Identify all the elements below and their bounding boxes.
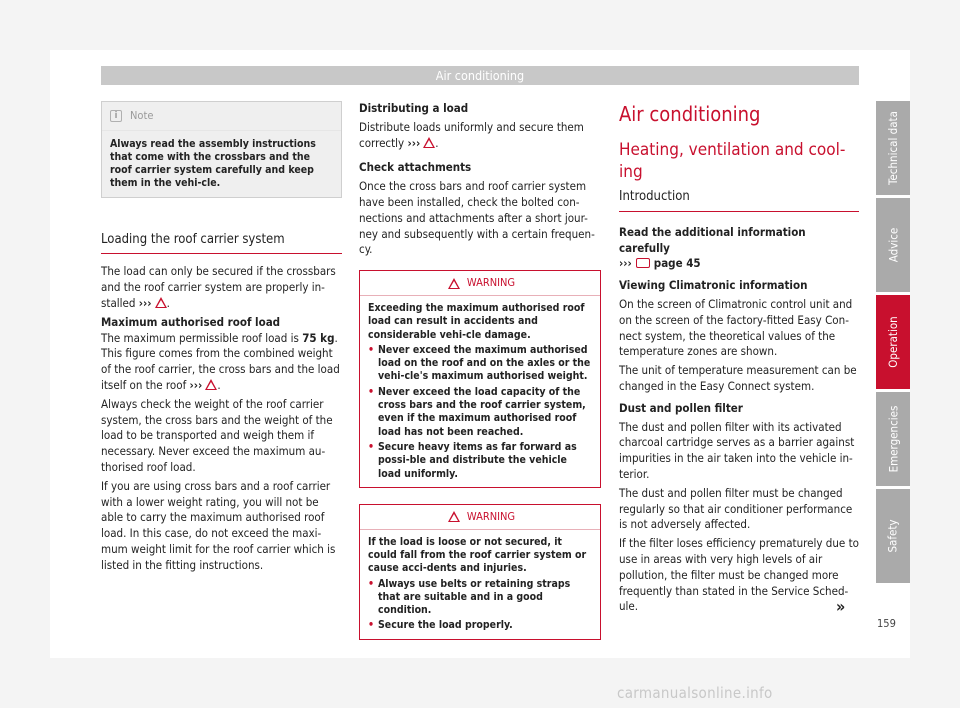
- continue-icon: »: [836, 597, 846, 616]
- paragraph: Distribute loads uniformly and secure them correctly ››› .: [359, 119, 584, 150]
- read-more: Read the additional information carefully ››› page 45: [619, 224, 806, 271]
- list-item: • Secure the load properly.: [368, 619, 592, 632]
- subheading: Distributing a load: [359, 101, 469, 115]
- book-icon[interactable]: [636, 258, 650, 268]
- paragraph: The unit of temperature measurement can be changed in the Easy Connect system.: [619, 363, 857, 393]
- list-item: • Never exceed the maximum authorised load on the roof and on the axles or the vehi-cle's maximum authorised weight.: [368, 344, 592, 384]
- info-icon: i: [110, 110, 122, 122]
- warning-box: [359, 504, 601, 640]
- warning-title: WARNING: [466, 509, 516, 523]
- paragraph: On the screen of Climatronic control unit and on the screen of the factory-fitted Easy Con-nect system, the theoretical values of the temperature zones are shown.: [619, 296, 853, 359]
- note-title: Note: [130, 109, 154, 122]
- paragraph: If you are using cross bars and a roof carrier with a lower weight rating, you will not be able to carry the maximum authorised roof load. In this case, do not exceed the maxi-mum weight limit for the roof carrier which is listed in the fitting instructions.: [101, 478, 336, 572]
- subheading: Maximum authorised roof load: [101, 314, 281, 329]
- note-body: Always read the assembly instructions that come with the crossbars and the roof carrier system carefully and keep them in the vehi-cle.: [110, 137, 316, 190]
- paragraph: The load can only be secured if the crossbars and the roof carrier system are properly in-stalled ››› .: [101, 264, 336, 310]
- warning-box: [359, 270, 601, 488]
- paragraph: The dust and pollen filter must be changed regularly so that air conditioner performance is not adversely affected.: [619, 485, 853, 532]
- paragraph: The dust and pollen filter with its activated charcoal cartridge serves as a barrier against impurities in the air taken into the vehicle in-terior.: [619, 419, 855, 481]
- paragraph: Always check the weight of the roof carrier system, the cross bars and the weight of the load to be transported and weigh them if necessary. Never exceed the maximum au-thorised roof load.: [101, 396, 333, 474]
- paragraph: If the filter loses efficiency prematurely due to use in areas with very high levels of air pollution, the filter must be changed more frequently than stated in the Service Sched-ule.: [619, 536, 859, 614]
- warning-icon: [448, 511, 460, 522]
- subheading: Check attachments: [359, 160, 472, 175]
- tab-technical-data[interactable]: Technical data: [876, 101, 910, 195]
- warning-intro: If the load is loose or not secured, it could fall from the roof carrier system or cause acci-dents and injuries.: [368, 535, 587, 575]
- tab-safety[interactable]: Safety: [876, 489, 910, 583]
- page-header: Air conditioning: [101, 66, 859, 85]
- tab-operation[interactable]: Operation: [876, 295, 910, 389]
- column-3: [619, 101, 859, 618]
- column-1: [101, 101, 342, 577]
- warning-title: WARNING: [466, 276, 516, 290]
- watermark: carmanualsonline.info: [617, 684, 773, 702]
- intro-heading: Introduction: [619, 183, 859, 212]
- page-ref-link[interactable]: page 45: [653, 256, 701, 271]
- warning-intro: Exceeding the maximum authorised roof load can result in accidents and considerable vehi-cle damage.: [368, 301, 585, 341]
- section-title: Loading the roof carrier system: [101, 232, 342, 255]
- warning-icon[interactable]: [155, 297, 167, 308]
- warning-icon: [448, 278, 460, 289]
- tab-emergencies[interactable]: Emergencies: [876, 392, 910, 486]
- section-heading: Heating, ventilation and cool-ing: [619, 140, 846, 182]
- note-box: [101, 101, 342, 198]
- subheading: Viewing Climatronic information: [619, 278, 808, 293]
- list-item: • Secure heavy items as far forward as possi-ble and distribute the vehicle load uniformly.: [368, 441, 592, 481]
- list-item: • Never exceed the load capacity of the cross bars and the roof carrier system, even if the maximum authorised roof load has not been reached.: [368, 386, 592, 439]
- list-item: • Always use belts or retaining straps that are suitable and in a good condition.: [368, 578, 592, 618]
- warning-icon[interactable]: [205, 379, 217, 390]
- tab-advice[interactable]: Advice: [876, 198, 910, 292]
- chapter-title: Air conditioning: [619, 102, 761, 126]
- paragraph: Once the cross bars and roof carrier system have been installed, check the bolted con-nections and attachments after a short jour-ney and subsequently with a certain frequen-cy.: [359, 179, 595, 257]
- paragraph: The maximum permissible roof load is 75 kg. This figure comes from the combined weight of the roof carrier, the cross bars and the load itself on the roof ››› .: [101, 330, 340, 392]
- column-2: [359, 101, 601, 640]
- warning-icon[interactable]: [423, 137, 435, 148]
- page-number: 159: [877, 617, 896, 630]
- subheading: Dust and pollen filter: [619, 400, 743, 415]
